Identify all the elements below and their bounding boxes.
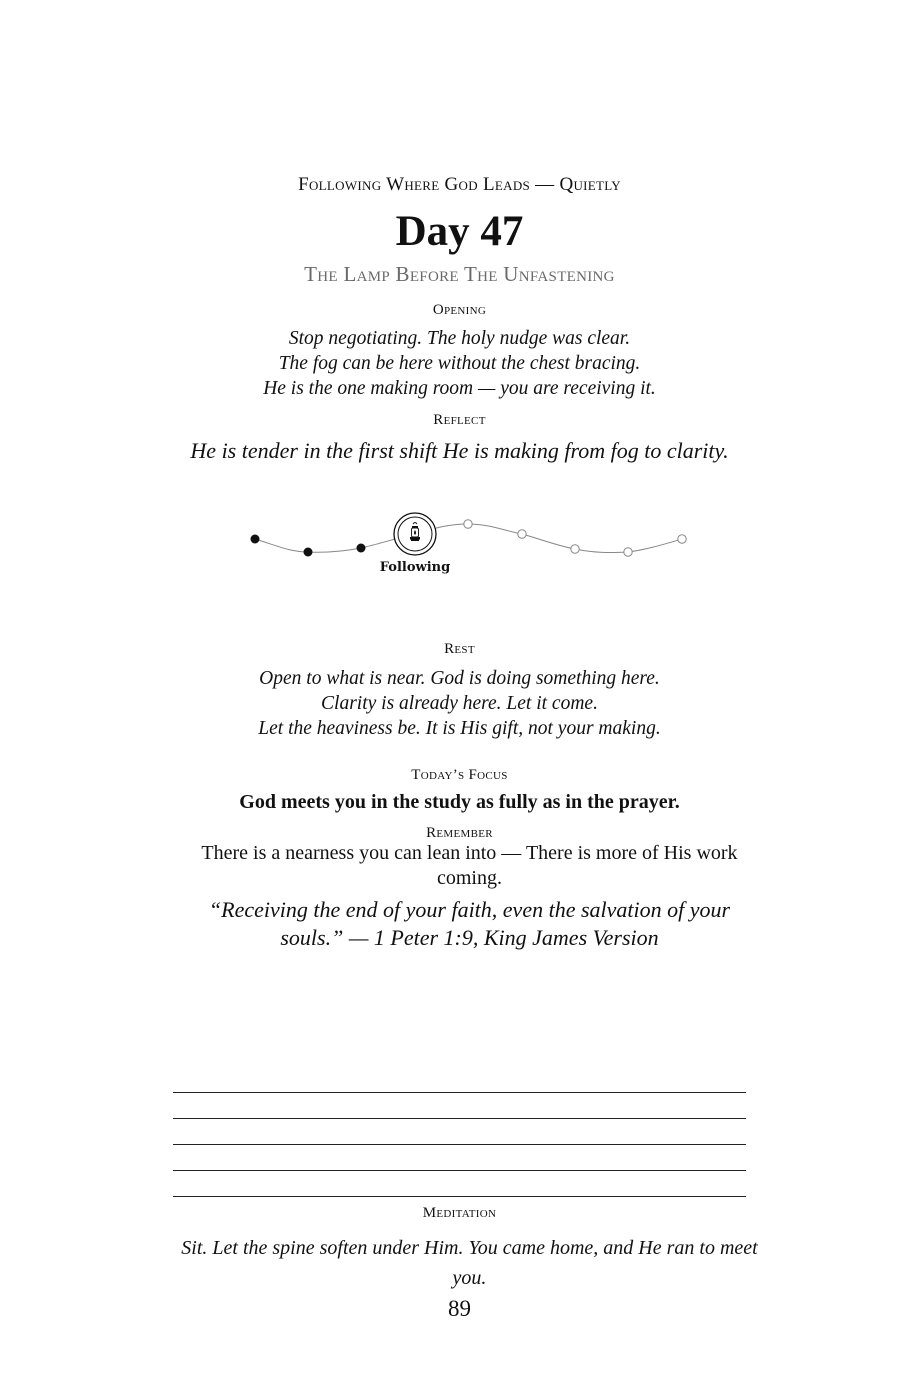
scripture-quote: “Receiving the end of your faith, even the salvation of your souls.” — 1 Peter 1:9, King James Version [208, 897, 731, 950]
journey-step-completed [304, 548, 313, 557]
opening-label: Opening [432, 302, 487, 318]
meditation-text: Sit. Let the spine soften under Him. You came home, and He ran to meet you. [181, 1237, 758, 1289]
journey-step-upcoming [571, 545, 579, 553]
opening-line: The fog can be here without the chest bracing. [278, 353, 641, 374]
opening-line: Stop negotiating. The holy nudge was clear. [288, 328, 631, 349]
remember-label: Remember [426, 825, 493, 841]
rest-line: Open to what is near. God is doing something here. [259, 668, 660, 689]
journal-line [173, 1118, 746, 1119]
reflect-label: Reflect [433, 412, 486, 428]
journey-step-completed [357, 544, 366, 553]
page-number: 89 [448, 1296, 471, 1321]
journal-line [173, 1092, 746, 1093]
meditation-label: Meditation [422, 1205, 497, 1221]
journal-line [173, 1144, 746, 1145]
reflect-text: He is tender in the first shift He is making from fog to clarity. [190, 438, 729, 463]
rest-line: Clarity is already here. Let it come. [321, 693, 598, 714]
journey-step-upcoming [624, 548, 632, 556]
journal-line [173, 1170, 746, 1171]
day-title: Day 47 [395, 208, 524, 255]
journey-step-upcoming [464, 520, 472, 528]
series-title: Following Where God Leads — Quietly [298, 174, 621, 195]
rest-text [0, 666, 919, 741]
focus-text: God meets you in the study as fully as in the prayer. [239, 791, 680, 813]
rest-label: Rest [444, 641, 475, 657]
lantern-icon [394, 513, 436, 555]
journey-path [0, 0, 919, 600]
day-subtitle: The Lamp Before The Unfastening [304, 262, 615, 286]
journey-step-upcoming [678, 535, 686, 543]
journey-step-completed [251, 535, 260, 544]
journey-current-label: Following [379, 560, 451, 575]
opening-line: He is the one making room — you are receiving it. [263, 378, 656, 399]
journey-step-upcoming [518, 530, 526, 538]
remember-text: There is a nearness you can lean into — There is more of His work coming. [201, 842, 738, 889]
journal-line [173, 1196, 746, 1197]
focus-label: Today’s Focus [411, 767, 508, 783]
rest-line: Let the heaviness be. It is His gift, not your making. [258, 718, 661, 739]
